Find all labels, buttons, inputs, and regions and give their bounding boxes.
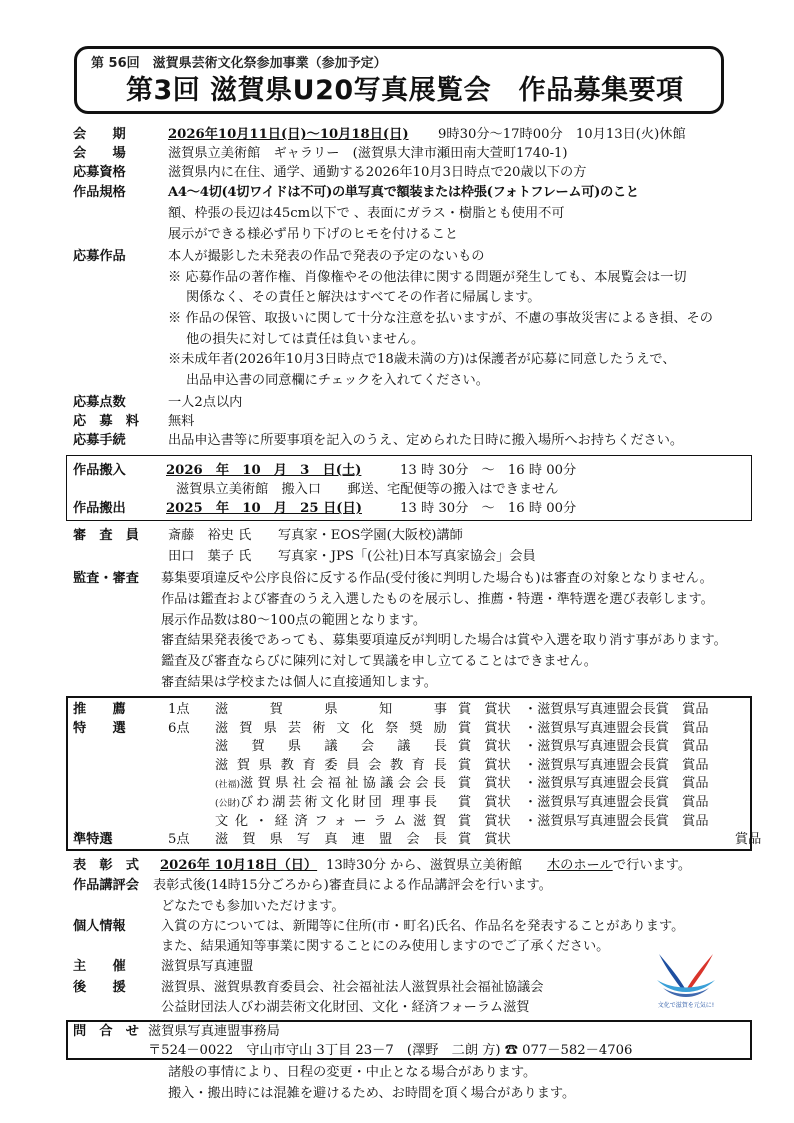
spec-line3: 展示ができる様必ず吊り下げのヒモを付けること (168, 227, 459, 242)
critique-line1: 表彰式後(14時15分ごろから)審査員による作品講評会を行います。 (153, 878, 552, 893)
contact-note2: 搬入・搬出時には混雑を避けるため、お時間を頂く場合があります。 (168, 1086, 576, 1101)
period-rest: 9時30分～17時00分 10月13日(火)休館 (438, 127, 686, 142)
ceremony-mid: 13時30分 から、滋賀県立美術館 (326, 858, 523, 873)
delivery-in-date: 2026 年 10 月 3 日(土) (166, 463, 362, 478)
page-title: 第3回 滋賀県U20写真展覧会 作品募集要項 (126, 75, 684, 106)
award-name (215, 831, 462, 848)
count-value: 一人2点以内 (168, 395, 243, 410)
critique-label: 作品講評会 (73, 878, 139, 893)
award-title: 滋賀県教育委員会教育長 (215, 757, 456, 773)
award-prize: 賞 賞状 ・滋賀県写真連盟会長賞 賞品 (458, 795, 709, 810)
award-prize: 賞 賞状 ・滋賀県写真連盟会長賞 賞品 (458, 720, 709, 736)
ceremony-hall: 木のホール (547, 858, 613, 873)
delivery-out-date: 2025 年 10 月 25 日(日) (166, 501, 362, 516)
award-title: 滋賀県知事 (215, 702, 489, 717)
works-note2a: ※ 作品の保管、取扱いに関して十分な注意を払いますが、不慮の事故災害によるき損、その (168, 311, 713, 326)
delivery-out-time: 13 時 30分 ～ 16 時 00分 (400, 501, 577, 516)
review-line: 審査結果発表後であっても、募集要項違反が判明した場合は賞や入選を取り消す事があります。 (161, 633, 727, 648)
ceremony-tail: で行います。 (613, 858, 692, 873)
award-prefix: (公財) (215, 799, 241, 809)
works-note2b: 他の損失に対しては責任は負いません。 (186, 332, 425, 347)
works-note1a: ※ 応募作品の著作権、肖像権やその他法律に関する問題が発生しても、本展覧会は一切 (168, 270, 687, 285)
spec-bold: A4～4切(4切ワイドは不可)の単写真で額装または枠張(フォトフレーム可)のこと (168, 185, 639, 200)
privacy-line2: また、結果通知等事業に関することにのみ使用しますのでご了承ください。 (161, 939, 610, 954)
spec-label: 作品規格 (73, 185, 126, 200)
award-prize: 賞 賞状 ・滋賀県写真連盟会長賞 賞品 (458, 739, 709, 755)
organizer-label: 主 催 (73, 959, 126, 974)
award-name (215, 794, 450, 813)
award-title: 文化・経済フォーラム滋賀 (215, 813, 453, 829)
contact-address: 〒524－0022 守山市守山 3丁目 23－7 (澤野 二朗 方) ☎ 077－582－4706 (148, 1043, 633, 1058)
delivery-out-label: 作品搬出 (73, 501, 126, 516)
delivery-in-label: 作品搬入 (73, 463, 126, 478)
privacy-line1: 入賞の方については、新聞等に住所(市・町名)氏名、作品名を発表することがあります。 (161, 919, 685, 934)
support-line2: 公益財団法人びわ湖芸術文化財団、文化・経済フォーラム滋賀 (161, 1000, 530, 1015)
review-line: 作品は鑑査および審査のうえ入選したものを展示し、推薦・特選・準特選を選び表彰します。 (161, 592, 714, 607)
support-line1: 滋賀県、滋賀県教育委員会、社会福祉法人滋賀県社会福祉協議会 (161, 980, 544, 995)
header-subtitle: 第 56回 滋賀県芸術文化祭参加事業（参加予定） (91, 56, 387, 71)
eligibility-value: 滋賀県内に在住、通学、通勤する2026年10月3日時点で20歳以下の方 (168, 165, 587, 180)
judge1-role: 写真家・EOS学園(大阪校)講師 (278, 528, 463, 543)
judge1-name: 斎藤 裕史 氏 (168, 528, 252, 543)
award-title: 滋賀県議会議長 (215, 739, 471, 755)
award-category: 準特選 (73, 832, 113, 848)
eligibility-label: 応募資格 (73, 165, 126, 180)
review-line: 審査結果は学校または個人に直接通知します。 (161, 675, 437, 690)
award-prefix: (社福) (215, 780, 241, 791)
award-count: 1点 (168, 702, 190, 717)
venue-label: 会 場 (73, 146, 126, 161)
award-title: 滋賀県写真連盟会長 (215, 832, 462, 848)
award-count: 6点 (168, 720, 190, 736)
contact-org: 滋賀県写真連盟事務局 (148, 1024, 280, 1039)
award-title: びわ湖芸術文化財団 理事長 (240, 795, 440, 810)
count-label: 応募点数 (73, 395, 126, 410)
works-note3b: 出品申込書の同意欄にチェックを入れてください。 (186, 373, 489, 388)
critique-line2: どなたでも参加いただけます。 (161, 899, 345, 914)
works-line1: 本人が撮影した未発表の作品で発表の予定のないもの (168, 249, 485, 264)
delivery-in-place: 滋賀県立美術館 搬入口 郵送、宅配便等の搬入はできません (176, 482, 559, 497)
award-count: 5点 (168, 832, 190, 848)
period-dates: 2026年10月11日(日)～10月18日(日) (168, 127, 409, 142)
procedure-value: 出品申込書等に所要事項を記入のうえ、定められた日時に搬入場所へお持ちください。 (168, 433, 684, 448)
award-name (215, 813, 453, 830)
venue-value: 滋賀県立美術館 ギャラリー (滋賀県大津市瀬田南大萱町1740-1) (168, 146, 568, 161)
review-line: 募集要項違反や公序良俗に反する作品(受付後に判明した場合も)は審査の対象となりません。 (161, 571, 713, 586)
award-name (215, 757, 456, 774)
award-prize: 賞 賞状 賞品 (458, 832, 762, 848)
judges-label: 審 査 員 (73, 528, 139, 543)
award-name (215, 720, 458, 737)
contact-label: 問 合 せ (73, 1024, 139, 1039)
award-name (215, 775, 450, 794)
delivery-in-time: 13 時 30分 ～ 16 時 00分 (400, 463, 577, 478)
period-label: 会 期 (73, 127, 126, 142)
organizer-value: 滋賀県写真連盟 (161, 959, 254, 974)
fee-value: 無料 (168, 414, 195, 429)
ceremony-label: 表 彰 式 (73, 858, 139, 873)
review-line: 鑑査及び審査ならびに陳列に対して異議を申し立てることはできません。 (161, 654, 597, 669)
spec-line2: 額、枠張の長辺は45cm以下で 、表面にガラス・樹脂とも使用不可 (168, 206, 565, 221)
award-title: 滋賀県社会福祉協議会会長 (240, 776, 451, 792)
works-label: 応募作品 (73, 249, 126, 264)
festival-logo (653, 950, 719, 1012)
award-category: 推 薦 (73, 702, 126, 717)
privacy-label: 個人情報 (73, 919, 126, 934)
procedure-label: 応募手続 (73, 433, 126, 448)
works-note1b: 関係なく、その責任と解決はすべてその作者に帰属します。 (186, 290, 541, 305)
ceremony-date: 2026年 10月18日（日） (160, 858, 318, 873)
judge2-role: 写真家・JPS「(公社)日本写真家協会」会員 (278, 549, 536, 564)
award-name (215, 738, 471, 755)
award-prize: 賞 賞状 ・滋賀県写真連盟会長賞 賞品 (458, 757, 709, 773)
award-prize: 賞 賞状 ・滋賀県写真連盟会長賞 賞品 (458, 702, 709, 717)
award-category: 特 選 (73, 720, 126, 736)
award-prize: 賞 賞状 ・滋賀県写真連盟会長賞 賞品 (458, 776, 709, 792)
award-title: 滋賀県芸術文化祭奨励 (215, 720, 458, 736)
fee-label: 応 募 料 (73, 414, 139, 429)
review-line: 展示作品数は80～100点の範囲となります。 (161, 613, 427, 628)
award-prize: 賞 賞状 ・滋賀県写真連盟会長賞 賞品 (458, 813, 709, 829)
judge2-name: 田口 葉子 氏 (168, 549, 252, 564)
works-note3a: ※未成年者(2026年10月3日時点で18歳未満の方)は保護者が応募に同意したうえで、 (168, 352, 676, 367)
support-label: 後 援 (73, 980, 126, 995)
award-name (215, 701, 489, 718)
review-label: 監査・審査 (73, 571, 139, 586)
contact-note1: 諸般の事情により、日程の変更・中止となる場合があります。 (168, 1065, 537, 1080)
logo-caption: 文化で滋賀を元気に! (657, 1002, 715, 1009)
